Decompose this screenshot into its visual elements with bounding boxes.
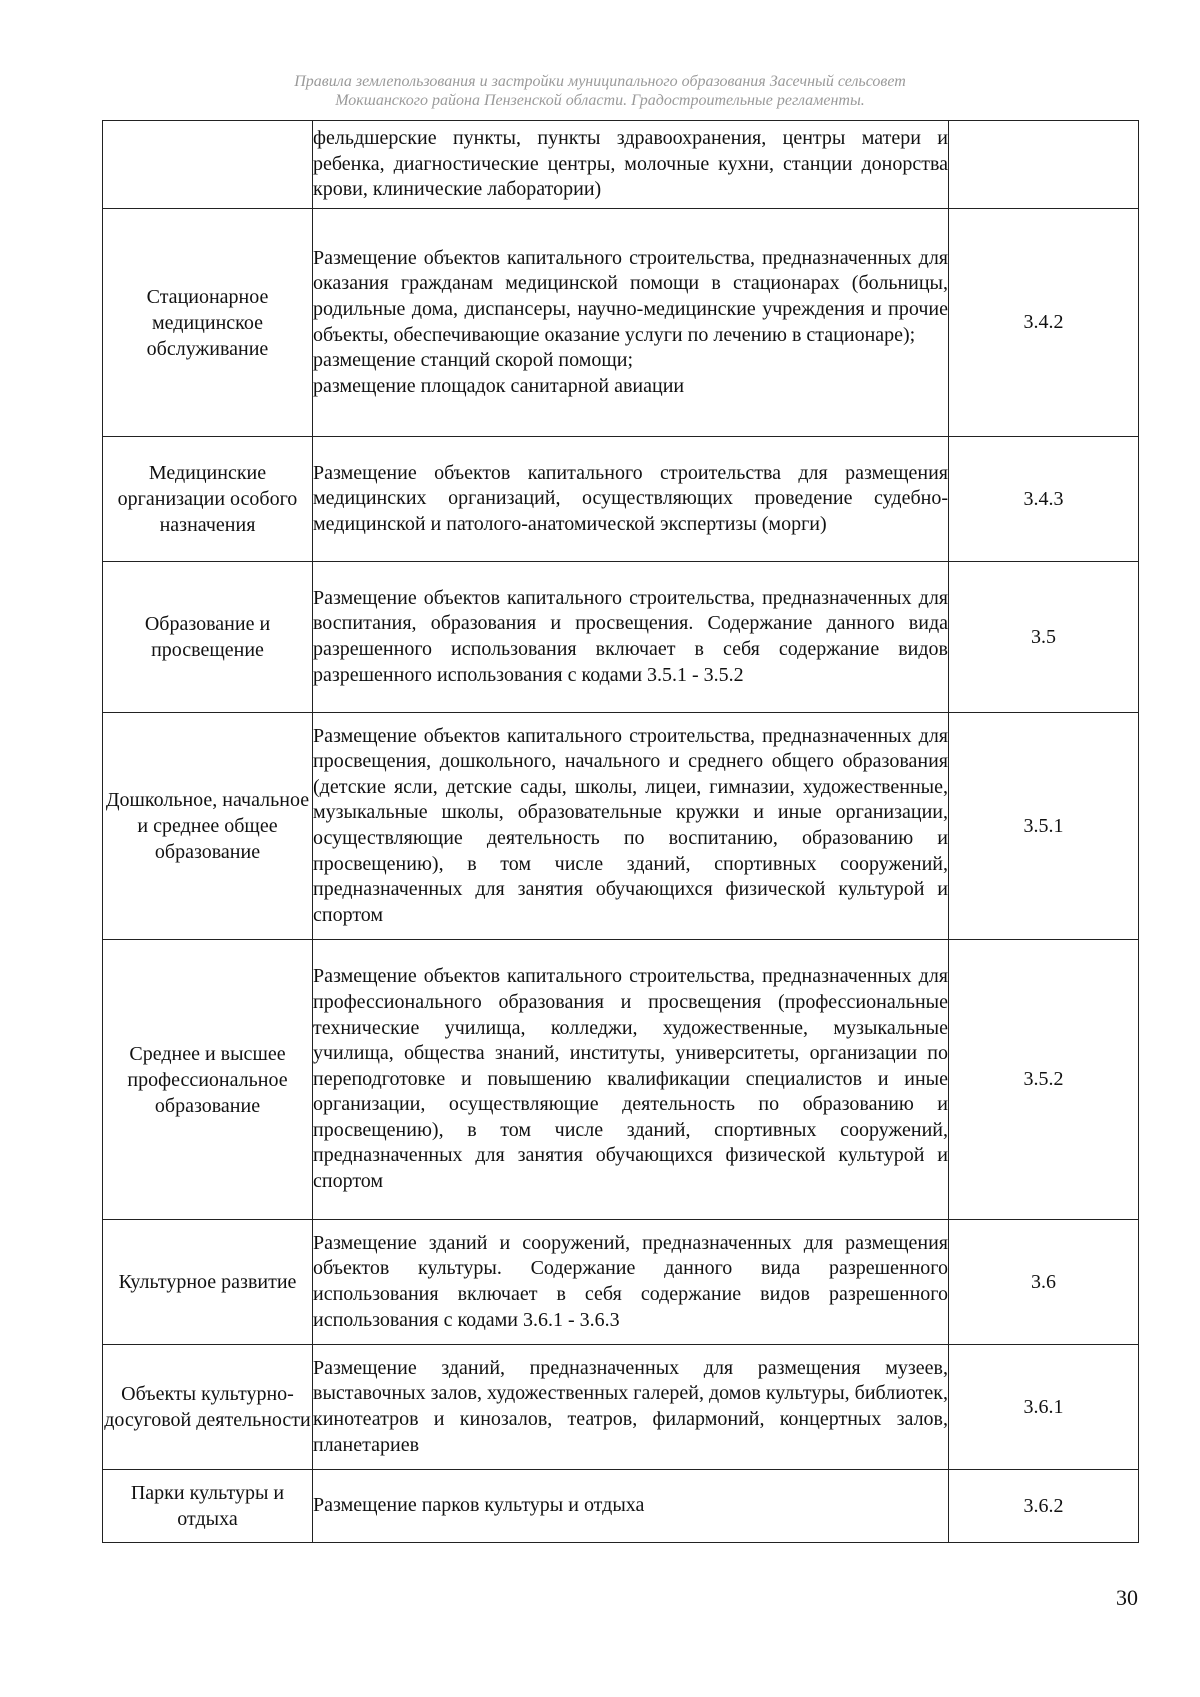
table-row [103,121,1139,209]
header-line-2: Мокшанского района Пензенской области. Градостроительные регламенты. [335,92,865,109]
use-name: Медицинские организации особого назначения [103,437,313,562]
use-code: 3.6 [949,1220,1139,1345]
header-line-1: Правила землепользования и застройки муниципального образования Засечный сельсовет [294,73,906,90]
table-row [103,437,1139,562]
use-name: Образование и просвещение [103,562,313,713]
description-text: Размещение объектов капитального строительства, предназначенных для воспитания, образования и просвещения. Содержание данного вида разрешенного использования включает в себя содержание видов разрешенного использования с кодами 3.5.1 - 3.5.2 [313,586,948,686]
use-description [313,209,949,437]
use-code: 3.5 [949,562,1139,713]
use-name: Дошкольное, начальное и среднее общее образование [103,713,313,940]
table-row [103,1345,1139,1470]
land-use-table [102,120,1139,1543]
use-description [313,713,949,940]
description-text: Размещение объектов капитального строительства, предназначенных для профессионального образования и просвещения (профессиональные технические училища, колледжи, художественные, музыкальные училища, общества знаний, институты, университеты, организации по переподготовке и повышению квалификации специалистов и иные организации, осуществляющие деятельность по образованию и просвещению), в том числе зданий, спортивных сооружений, предназначенных для занятия обучающихся физической культурой и спортом [313,965,948,1193]
page-number: 30 [1116,1585,1138,1610]
page-header [120,72,1080,110]
use-code: 3.6.1 [949,1345,1139,1470]
use-description [313,121,949,209]
use-name: Стационарное медицинское обслуживание [103,209,313,437]
description-text: Размещение парков культуры и отдыха [313,1494,645,1517]
use-description [313,940,949,1220]
table-row [103,562,1139,713]
use-description [313,1220,949,1345]
use-code: 3.5.2 [949,940,1139,1220]
use-description [313,1345,949,1470]
description-text: Размещение объектов капитального строительства, предназначенных для просвещения, дошкольного, начального и среднего общего образования (детские ясли, детские сады, школы, лицеи, гимназии, художественные, музыкальные школы, образовательные кружки и иные организации, осуществляющие деятельность по воспитанию, образованию и просвещению), в том числе зданий, спортивных сооружений, предназначенных для занятия обучающихся физической культурой и спортом [313,724,948,926]
description-text: Размещение объектов капитального строительства, предназначенных для оказания гражданам медицинской помощи в стационарах (больницы, родильные дома, диспансеры, научно-медицинские учреждения и прочие объекты, обеспечивающие оказание услуги по лечению в стационаре); [313,246,948,346]
use-name [103,121,313,209]
use-description [313,437,949,562]
use-code [949,121,1139,209]
table-row [103,1220,1139,1345]
description-text: размещение площадок санитарной авиации [313,374,685,397]
table-row [103,713,1139,940]
use-code: 3.6.2 [949,1470,1139,1543]
description-text: размещение станций скорой помощи; [313,349,634,372]
use-description [313,562,949,713]
use-code: 3.5.1 [949,713,1139,940]
table-row [103,940,1139,1220]
use-code: 3.4.2 [949,209,1139,437]
table-row [103,1470,1139,1543]
use-name: Парки культуры и отдыха [103,1470,313,1543]
table-row [103,209,1139,437]
use-name: Культурное развитие [103,1220,313,1345]
use-code: 3.4.3 [949,437,1139,562]
description-text: Размещение зданий, предназначенных для размещения музеев, выставочных залов, художественных галерей, домов культуры, библиотек, кинотеатров и кинозалов, театров, филармоний, концертных залов, планетариев [313,1356,948,1456]
use-description [313,1470,949,1543]
description-text: фельдшерские пункты, пункты здравоохранения, центры матери и ребенка, диагностические центры, молочные кухни, станции донорства крови, клинические лаборатории) [313,127,948,201]
description-text: Размещение объектов капитального строительства для размещения медицинских организаций, осуществляющих проведение судебно-медицинской и патолого-анатомической экспертизы (морги) [313,461,948,535]
description-text: Размещение зданий и сооружений, предназначенных для размещения объектов культуры. Содержание данного вида разрешенного использования включает в себя содержание видов разрешенного использования с кодами 3.6.1 - 3.6.3 [313,1231,948,1331]
use-name: Объекты культурно-досуговой деятельности [103,1345,313,1470]
use-name: Среднее и высшее профессиональное образование [103,940,313,1220]
